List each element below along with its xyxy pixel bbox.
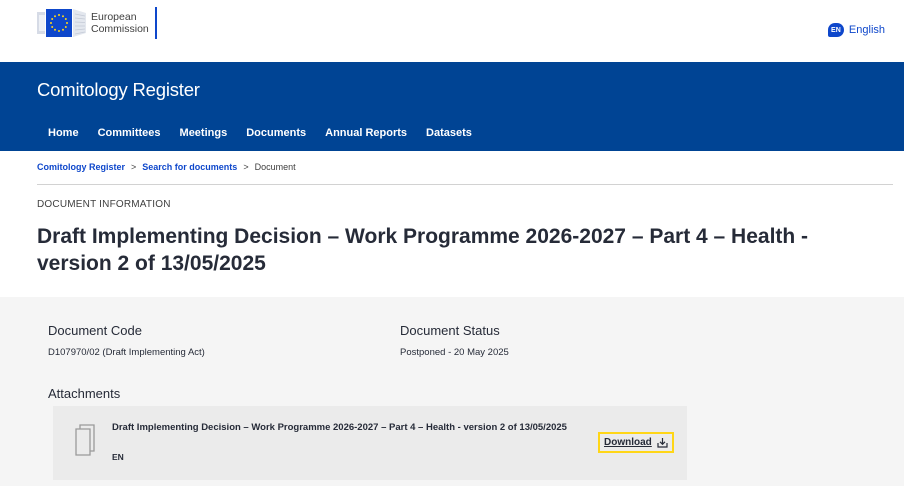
breadcrumb — [37, 162, 296, 172]
nav-item-datasets[interactable]: Datasets — [426, 127, 472, 139]
file-icon — [75, 424, 95, 456]
breadcrumb-separator: > — [243, 162, 249, 172]
nav-item-meetings[interactable]: Meetings — [179, 127, 228, 139]
site-title[interactable]: Comitology Register — [37, 79, 200, 100]
breadcrumb-item-search-for-documents[interactable]: Search for documents — [142, 162, 238, 172]
logo-line2: Commission — [91, 23, 149, 35]
site-banner — [0, 62, 904, 151]
nav-item-home[interactable]: Home — [48, 127, 79, 139]
attachments-label: Attachments — [48, 386, 121, 401]
nav-item-documents[interactable]: Documents — [246, 127, 307, 139]
attachment-card — [53, 406, 687, 480]
breadcrumb-separator: > — [131, 162, 137, 172]
attachment-language: EN — [112, 452, 124, 462]
european-commission-logo[interactable] — [37, 6, 157, 40]
language-label: English — [848, 24, 885, 36]
document-code-label: Document Code — [48, 323, 142, 338]
download-icon — [657, 437, 668, 448]
language-selector[interactable] — [828, 23, 885, 37]
breadcrumb-item-comitology-register[interactable]: Comitology Register — [37, 162, 126, 172]
language-icon: EN — [828, 23, 844, 37]
document-status-label: Document Status — [400, 323, 500, 338]
breadcrumb-current: Document — [254, 162, 296, 172]
download-label: Download — [604, 437, 652, 448]
document-code-value: D107970/02 (Draft Implementing Act) — [48, 347, 205, 358]
main-nav — [48, 127, 491, 139]
document-status-value: Postponed - 20 May 2025 — [400, 347, 509, 358]
divider — [37, 184, 893, 185]
attachment-title: Draft Implementing Decision – Work Programme 2026-2027 – Part 4 – Health - version 2 of 13/05/2025 — [112, 422, 567, 433]
nav-item-annual-reports[interactable]: Annual Reports — [325, 127, 408, 139]
site-header — [0, 0, 904, 62]
logo-line1: European — [91, 11, 137, 23]
eu-flag-icon — [37, 6, 87, 40]
section-label: DOCUMENT INFORMATION — [37, 199, 171, 210]
page-title: Draft Implementing Decision – Work Programme 2026-2027 – Part 4 – Health - version 2 of 13/05/2025 — [37, 225, 809, 275]
logo-wordmark — [91, 7, 157, 39]
download-button[interactable] — [598, 432, 674, 453]
nav-item-committees[interactable]: Committees — [97, 127, 161, 139]
